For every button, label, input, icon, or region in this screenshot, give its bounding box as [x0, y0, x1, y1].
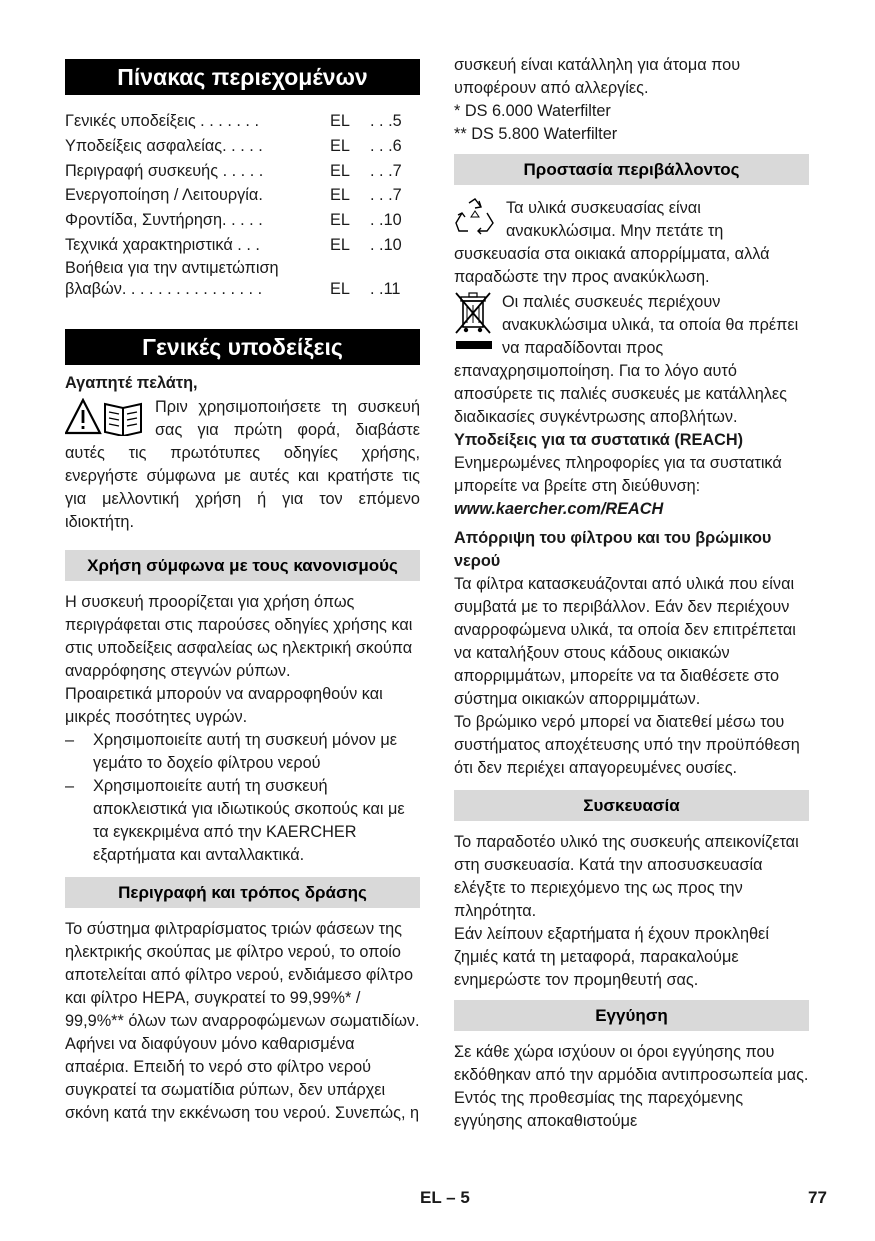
filter-disposal-p2: Το βρώμικο νερό μπορεί να διατεθεί μέσω του συστήματος αποχέτευσης υπό την προϋπόθεση ότι δεν περιέχει απαγορευμένες ουσίες. [454, 713, 800, 777]
toc-row-page: . .10 [370, 235, 402, 254]
footer-section-ref: EL – 5 [420, 1188, 470, 1207]
intro-text: Πριν χρησιμοποιήσετε τη συσκευή σας για πρώτη φορά, διαβάστε αυτές τις πρωτότυπες οδηγίες χρήσης, ενεργήστε σύμφωνα με αυτές και κρατήστε τις για μελλοντική χρήση ή για τον επόμενο ιδιοκτήτη. [65, 397, 420, 531]
toc-row-page: . . .5 [370, 112, 402, 130]
packaging-p2: Εάν λείπουν εξαρτήματα ή έχουν προκληθεί ζημιές κατά τη μεταφορά, παρακαλούμε ενημερώστε τον προμηθευτή σας. [454, 925, 769, 989]
reach-link[interactable]: www.kaercher.com/REACH [454, 500, 664, 518]
right-column [454, 0, 809, 1133]
toc-row-title: Γενικές υποδείξεις . . . . . . . [65, 112, 259, 130]
warranty-p1: Σε κάθε χώρα ισχύουν οι όροι εγγύησης που εκδόθηκαν από την αρμόδια αντιπροσωπεία μας. Εντός της προθεσμίας της παρεχόμενης εγγύησης αποκαθιστούμε [454, 1043, 809, 1130]
proper-use-p2: Προαιρετικά μπορούν να αναρροφηθούν και μικρές ποσότητες υγρών. [65, 684, 383, 726]
toc-row-lang: EL [330, 235, 350, 254]
toc-row-lang: EL [330, 279, 350, 298]
toc-row-lang: EL [330, 136, 350, 155]
proper-use-p1: Η συσκευή προορίζεται για χρήση όπως περιγράφεται στις παρούσες οδηγίες χρήσης και στις υποδείξεις ασφαλείας ως ηλεκτρική σκούπα αναρρόφησης στεγνών ρύπων. [65, 592, 413, 680]
reach-title: Υποδείξεις για τα συστατικά (REACH) [454, 431, 744, 449]
toc-row-lang: EL [330, 211, 350, 230]
filter-disposal-title: Απόρριψη του φίλτρου και του βρώμικου νερού [454, 529, 772, 570]
toc-row-page: . . .7 [370, 186, 402, 205]
toc-row-title-line2: βλαβών. . . . . . . . . . . . . . . . [65, 279, 263, 298]
warranty-heading: Εγγύηση [454, 1000, 809, 1031]
recycle-icon [454, 197, 496, 237]
toc-row[interactable] [65, 258, 420, 300]
toc-row-lang: EL [330, 112, 350, 130]
reach-text: Ενημερωμένες πληροφορίες για τα συστατικά μπορείτε να βρείτε στη διεύθυνση: [454, 454, 782, 495]
toc-row[interactable] [65, 183, 420, 208]
toc-row-lang: EL [330, 186, 350, 205]
toc-row[interactable] [65, 109, 420, 134]
proper-use-heading: Χρήση σύμφωνα με τους κανονισμούς [65, 550, 420, 581]
list-dash: – [65, 730, 75, 749]
toc-row-title: Περιγραφή συσκευής . . . . . [65, 161, 264, 180]
toc-row-page: . .11 [370, 279, 401, 298]
weee-block [454, 291, 809, 429]
warning-manual-icon [65, 398, 145, 436]
list-item [65, 775, 420, 867]
packaging-heading: Συσκευασία [454, 790, 809, 821]
toc-row[interactable] [65, 208, 420, 233]
list-item [65, 729, 420, 775]
left-column [65, 0, 420, 1125]
description-heading: Περιγραφή και τρόπος δράσης [65, 877, 420, 908]
description-p1-continued: συσκευή είναι κατάλληλη για άτομα που υποφέρουν από αλλεργίες. [454, 56, 741, 97]
toc-row[interactable] [65, 233, 420, 258]
toc-row[interactable] [65, 134, 420, 159]
recycling-block [454, 197, 809, 289]
toc-row-title: Ενεργοποίηση / Λειτουργία. [65, 186, 263, 205]
list-dash: – [65, 776, 75, 795]
toc-row-lang: EL [330, 161, 350, 180]
toc-row-title: Φροντίδα, Συντήρηση. . . . . [65, 211, 263, 230]
footer-page-number: 77 [808, 1188, 827, 1207]
toc-row-title-line1: Βοήθεια για την αντιμετώπιση [65, 258, 279, 277]
crossed-bin-icon [454, 291, 492, 353]
description-p1: Το σύστημα φιλτραρίσματος τριών φάσεων της ηλεκτρικής σκούπας με φίλτρο νερού, το οποίο αποτελείται από φίλτρο νερού, ενδιάμεσο φίλτρο και φίλτρο HEPA, συγκρατεί το 99,99%* / 99,9%** όλων των αναρροφώμενων σωματιδίων. Αφήνει να διαφύγουν μόνο καθαρισμένα απαέρια. Επειδή το νερό στο φίλτρο νερού συγκρατεί τα σωματίδια ρύπων, δεν υπάρχει σκόνη κατά την εκκένωση του νερού. Συνεπώς, η [65, 919, 420, 1122]
footnote-2: ** DS 5.800 Waterfilter [454, 125, 618, 143]
general-heading: Γενικές υποδείξεις [65, 329, 420, 365]
toc-row-title: Υποδείξεις ασφαλείας. . . . . [65, 136, 263, 155]
toc-heading: Πίνακας περιεχομένων [65, 59, 420, 95]
footnote-1: * DS 6.000 Waterfilter [454, 102, 611, 120]
weee-text: Οι παλιές συσκευές περιέχουν ανακυκλώσιμα υλικά, τα οποία θα πρέπει να παραδίδονται προς επαναχρησιμοποίηση. Για το λόγο αυτό αποσύρετε τις παλιές συσκευές με κατάλληλες διαδικασίες συγκέντρωσης αποβλήτων. [454, 293, 799, 426]
list-item-text: Χρησιμοποιείτε αυτή τη συσκευή μόνον με γεμάτο το δοχείο φίλτρου νερού [93, 730, 397, 772]
greeting: Αγαπητέ πελάτη, [65, 373, 198, 392]
packaging-p1: Το παραδοτέο υλικό της συσκευής απεικονίζεται στη συσκευασία. Κατά την αποσυσκευασία ελέγξτε το περιεχόμενο της ως προς την πληρότητα. [454, 833, 799, 920]
table-of-contents [65, 109, 420, 300]
recycling-text: Τα υλικά συσκευασίας είναι ανακυκλώσιμα. Μην πετάτε τη συσκευασία στα οικιακά απορρίμματα, αλλά παραδώστε την προς ανακύκλωση. [454, 199, 770, 286]
toc-row-page: . . .6 [370, 136, 402, 155]
toc-row[interactable] [65, 159, 420, 184]
environment-heading: Προστασία περιβάλλοντος [454, 154, 809, 185]
intro-block [65, 396, 420, 534]
toc-row-page: . .10 [370, 211, 402, 230]
filter-disposal-p1: Τα φίλτρα κατασκευάζονται από υλικά που είναι συμβατά με το περιβάλλον. Εάν δεν περιέχουν αναρροφώμενα υλικά, τα οποία δεν επιτρέπεται να καταλήξουν στους κάδους οικιακών απορριμμάτων, μπορείτε να τα διαθέσετε στο σύστημα οικιακών απορριμμάτων. [454, 575, 796, 708]
toc-row-page: . . .7 [370, 161, 402, 180]
toc-row-title: Τεχνικά χαρακτηριστικά . . . [65, 235, 260, 254]
list-item-text: Χρησιμοποιείτε αυτή τη συσκευή αποκλειστικά για ιδιωτικούς σκοπούς και με τα εγκεκριμένα από την KAERCHER εξαρτήματα και ανταλλακτικά. [93, 776, 405, 864]
